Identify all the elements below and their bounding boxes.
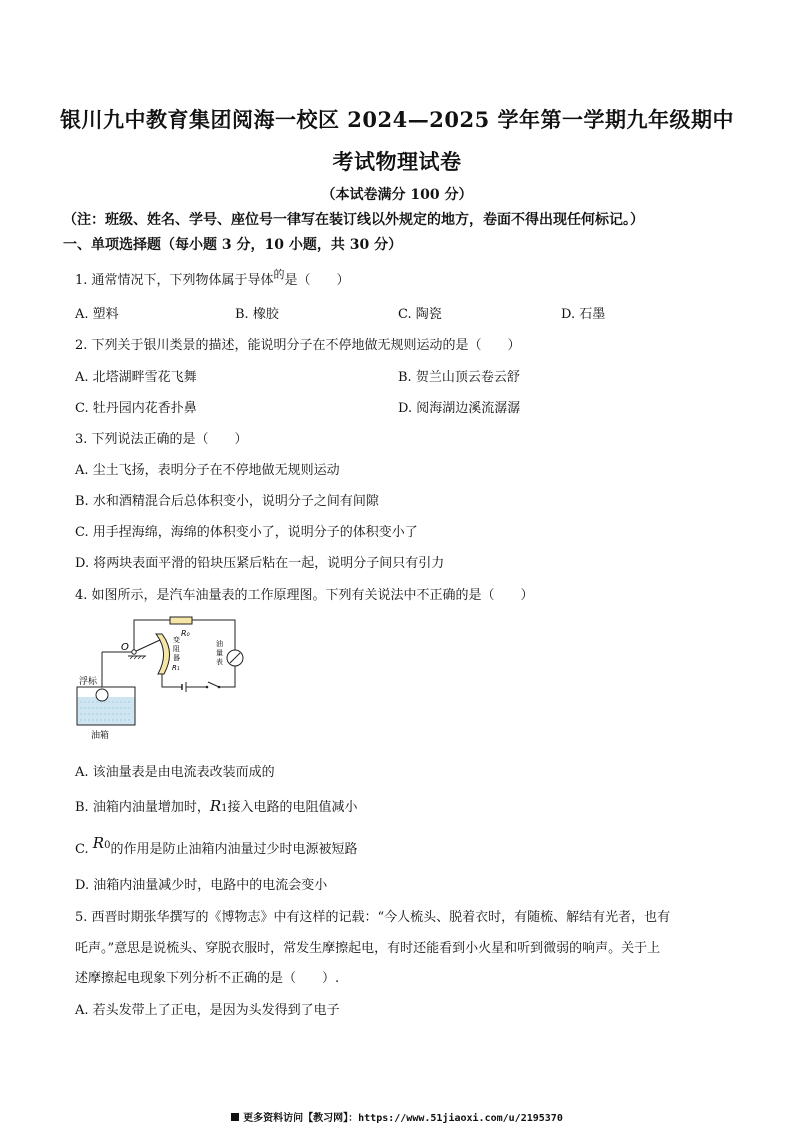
fig-label-var-4: R₁: [172, 664, 180, 672]
q4-option-b: [75, 796, 358, 815]
q1-option-d: D. 石墨: [561, 307, 606, 322]
q1-option-b: B. 橡胶: [235, 307, 279, 322]
fig-label-o: O: [121, 642, 129, 653]
q4-option-d: D. 油箱内油量减少时，电路中的电流会变小: [75, 878, 328, 893]
q4-option-b-symbol: R: [209, 797, 222, 815]
q2-option-a: A. 北塔湖畔雪花飞舞: [75, 370, 197, 385]
q4-option-b-post: 接入电路的电阻值减小: [227, 800, 358, 815]
q4-option-c-symbol: R: [92, 834, 105, 852]
r0-resistor-symbol: [170, 617, 192, 624]
q3-option-a: A. 尘土飞扬，表明分子在不停地做无规则运动: [75, 463, 340, 478]
q4-option-c-pre: C.: [75, 842, 89, 857]
fig-label-meter-2: 量: [216, 649, 223, 657]
fig-label-r0: R₀: [181, 629, 190, 638]
q4-option-b-pre: B. 油箱内油量增加时，: [75, 800, 210, 815]
footer-link[interactable]: [0, 1109, 794, 1124]
q5-stem-line3: 述摩擦起电现象下列分析不正确的是（ ）.: [75, 971, 340, 986]
q3-option-b: B. 水和酒精混合后总体积变小，说明分子之间有间隙: [75, 494, 379, 509]
q4-option-a: A. 该油量表是由电流表改装而成的: [75, 765, 275, 780]
q4-option-b-sub: 1: [221, 803, 228, 814]
fig-label-tank: 油箱: [91, 731, 110, 741]
q5-stem-line1: 5. 西晋时期张华撰写的《博物志》中有这样的记载：“今人梳头、脱着衣时，有随梳、解结有光者，也有: [75, 910, 671, 925]
footer-text[interactable]: 更多资料访问【教习网】：https://www.51jiaoxi.com/u/2195370: [243, 1113, 563, 1124]
q3-stem: 3. 下列说法正确的是（ ）: [75, 432, 248, 447]
q1-stem-text: 1. 通常情况下，下列物体属于导体: [75, 273, 274, 288]
q1-stem-sup: 的: [273, 268, 285, 281]
q5-option-a: A. 若头发带上了正电，是因为头发得到了电子: [75, 1003, 340, 1018]
fig-label-float: 浮标: [79, 677, 98, 687]
float-symbol: [96, 689, 108, 701]
q1-option-c: C. 陶瓷: [398, 307, 442, 322]
fig-label-meter-3: 表: [216, 658, 223, 666]
variable-resistor-symbol: [156, 634, 170, 674]
q4-option-c: [75, 834, 358, 857]
q2-stem: 2. 下列关于银川类景的描述，能说明分子在不停地做无规则运动的是（ ）: [75, 338, 521, 353]
q2-option-d: D. 阅海湖边溪流潺潺: [398, 401, 521, 416]
exam-title-line1: 银川九中教育集团阅海一校区 2024—2025 学年第一学期九年级期中: [59, 107, 734, 132]
oil-gauge-circuit-diagram: [72, 612, 252, 742]
flag-icon: [231, 1113, 239, 1121]
q4-option-c-post: 的作用是防止油箱内油量过少时电源被短路: [110, 842, 358, 857]
q1-stem-end: 是（ ）: [284, 273, 350, 288]
q4-stem: 4. 如图所示，是汽车油量表的工作原理图。下列有关说法中不正确的是（ ）: [75, 588, 534, 603]
fig-label-meter-1: 油: [216, 640, 223, 648]
q2-option-c: C. 牡丹园内花香扑鼻: [75, 401, 197, 416]
exam-notice: （注：班级、姓名、学号、座位号一律写在装订线以外规定的地方，卷面不得出现任何标记。）: [63, 212, 644, 228]
fig-label-var-1: 变: [173, 636, 180, 644]
q3-option-d: D. 将两块表面平滑的铅块压紧后粘在一起，说明分子间只有引力: [75, 556, 445, 571]
q5-stem-line2: 吒声。”意思是说梳头、穿脱衣服时，常发生摩擦起电，有时还能看到小火星和听到微弱的响声。关于上: [75, 941, 661, 956]
q1-stem: [75, 269, 350, 288]
q3-option-c: C. 用手捏海绵，海绵的体积变小了，说明分子的体积变小了: [75, 525, 418, 540]
section-heading-single-choice: 一、单项选择题（每小题 3 分，10 小题，共 30 分）: [63, 237, 403, 253]
exam-title-line2: 考试物理试卷: [332, 149, 462, 174]
q1-option-a: A. 塑料: [75, 307, 119, 322]
score-note: （本试卷满分 100 分）: [321, 187, 473, 203]
q2-option-b: B. 贺兰山顶云卷云舒: [398, 370, 520, 385]
q4-option-c-sub: 0: [104, 840, 111, 851]
fig-label-var-3: 器: [173, 654, 180, 662]
fig-label-var-2: 阻: [173, 645, 180, 653]
